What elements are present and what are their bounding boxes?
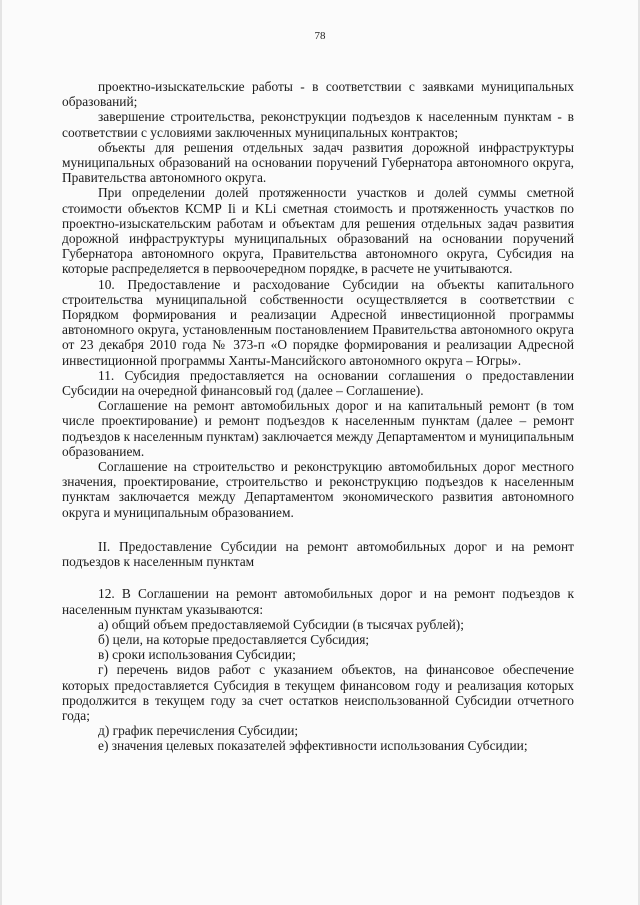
paragraph-clause-10: 10. Предоставление и расходование Субсидии на объекты капитального строительства муниципальной собственности осуществляется в соответствии с Порядком формирования и реализации Адресной инвестиционной программы автономного округа, установленным постановлением Правительства автономного округа от 23 декабря 2010 года № 373-п «О порядке формирования и реализации Адресной инвестиционной программы Ханты-Мансийского автономного округа – Югры». — [62, 276, 574, 368]
list-item-a: а) общий объем предоставляемой Субсидии (в тысячах рублей); — [98, 616, 464, 632]
paragraph-special-objects: объекты для решения отдельных задач развития дорожной инфраструктуры муниципальных образований на основании поручений Губернатора автономного округа, Правительства автономного округа. — [62, 139, 574, 186]
paragraph-construction-agreement: Соглашение на строительство и реконструкцию автомобильных дорог местного значения, проектирование, строительство и реконструкцию подъездов к населенным пунктам заключается между Департаментом экономического развития автономного округа и муниципальным образованием. — [62, 459, 574, 520]
section-heading: II. Предоставление Субсидии на ремонт автомобильных дорог и на ремонт подъездов к населенным пунктам — [62, 538, 574, 570]
list-item-e: е) значения целевых показателей эффективности использования Субсидии; — [98, 738, 528, 754]
page-number: 78 — [314, 30, 326, 42]
list-item-v: в) сроки использования Субсидии; — [98, 647, 296, 663]
list-item-d: д) график перечисления Субсидии; — [98, 723, 299, 739]
document-body — [62, 79, 574, 754]
paragraph-repair-agreement: Соглашение на ремонт автомобильных дорог и на капитальный ремонт (в том числе проектирование) и ремонт подъездов к населенным пунктам (далее – ремонт подъездов к населенным пунктам) заключается между Департаментом и муниципальным образованием. — [62, 398, 574, 459]
paragraph-clause-11: 11. Субсидия предоставляется на основании соглашения о предоставлении Субсидии на очередной финансовый год (далее – Соглашение). — [62, 367, 574, 399]
list-item-g: г) перечень видов работ с указанием объектов, на финансовое обеспечение которых предоставляется Субсидия в текущем финансовом году и реализация которых продолжится в текущем году за счет остатков неиспользованной Субсидии отчетного года; — [62, 662, 574, 723]
paragraph-clause-12: 12. В Соглашении на ремонт автомобильных дорог и на ремонт подъездов к населенным пунктам указываются: — [62, 586, 574, 617]
list-item-b: б) цели, на которые предоставляется Субсидия; — [98, 631, 370, 647]
paragraph-construction-completion: завершение строительства, реконструкции подъездов к населенным пунктам - в соответствии с условиями заключенных муниципальных контрактов; — [62, 109, 574, 140]
paragraph-shares-calculation: При определении долей протяженности участков и долей суммы сметной стоимости объектов КСМР Ii и KLi сметная стоимость и протяженность участков по проектно-изыскательским работам и объектам для решения отдельных задач развития дорожной инфраструктуры муниципальных образований на основании поручений Губернатора автономного округа, Правительства автономного округа, Субсидия на которые распределяется в первоочередном порядке, в расчете не учитываются. — [62, 185, 574, 277]
paragraph-design-works: проектно-изыскательские работы - в соответствии с заявками муниципальных образований; — [62, 79, 574, 110]
